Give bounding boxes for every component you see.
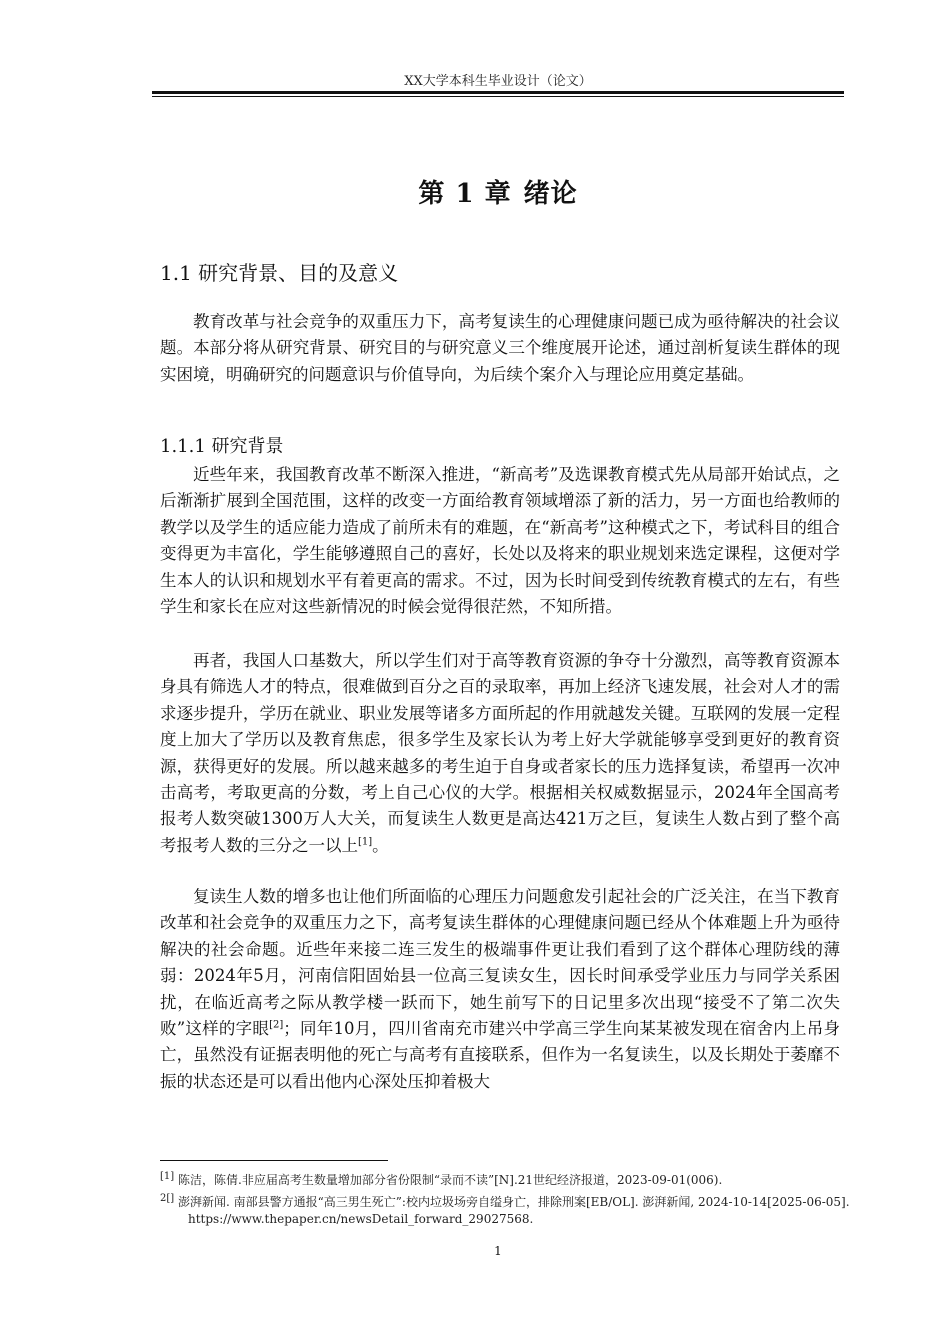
intro-paragraph: 教育改革与社会竞争的双重压力下，高考复读生的心理健康问题已成为亟待解决的社会议题。本部分将从研究背景、研究目的与研究意义三个维度展开论述，通过剖析复读生群体的现实困境，明确研究的问题意识与价值导向，为后续个案介入与理论应用奠定基础。 [160,312,840,384]
paragraph-text: 复读生人数的增多也让他们所面临的心理压力问题愈发引起社会的广泛关注，在当下教育改革和社会竞争的双重压力之下，高考复读生群体的心理健康问题已经从个体难题上升为亟待解决的社会命题。近些年来接二连三发生的极端事件更让我们看到了这个群体心理防线的薄弱：2024年5月，河南信阳固始县一位高三复读女生，因长时间承受学业压力与同学关系困扰，在临近高考之际从教学楼一跃而下，她生前写下的日记里多次出现“接受不了第二次失败”这样的字眼 [160,887,840,1039]
page-number: 1 [494,1244,502,1258]
section-heading: 1.1 研究背景、目的及意义 [160,261,399,285]
footnote-separator [160,1160,388,1161]
citation-ref-1[interactable]: [1] [358,836,373,848]
body-paragraph-2 [160,648,840,859]
paragraph-text-cont: ；同年10月，四川省南充市建兴中学高三学生向某某被发现在宿舍内上吊身亡，虽然没有证据表明他的死亡与高考有直接联系，但作为一名复读生，以及长期处于萎靡不振的状态还是可以看出他内心深处压抑着极大 [160,1019,840,1091]
chapter-heading [152,173,844,210]
footnote-2 [160,1194,868,1228]
paragraph-text: 再者，我国人口基数大，所以学生们对于高等教育资源的争夺十分激烈，高等教育资源本身具有筛选人才的特点，很难做到百分之百的录取率，再加上经济飞速发展，社会对人才的需求逐步提升，学历在就业、职业发展等诸多方面所起的作用就越发关键。互联网的发展一定程度上加大了学历以及教育焦虑，很多学生及家长认为考上好大学就能够享受到更好的教育资源，获得更好的发展。所以越来越多的考生迫于自身或者家长的压力选择复读，希望再一次冲击高考，考取更高的分数，考上自己心仪的大学。根据相关权威数据显示，2024年全国高考报考人数突破1300万人大关，而复读生人数更是高达421万之巨，复读生人数占到了整个高考报考人数的三分之一以上 [160,651,840,855]
paragraph-end: 。 [372,835,389,855]
footnote-text-1: 陈洁，陈倩.非应届高考生数量增加部分省份限制“录而不读”[N].21世纪经济报道，2023-09-01(006). [178,1173,723,1187]
body-paragraph-3 [160,884,840,1095]
subsection-heading: 1.1.1 研究背景 [160,436,284,457]
chapter-number: 第 1 章 [418,179,512,209]
chapter-title: 绪论 [523,179,578,209]
header-rule-thick [152,91,844,94]
footnote-1 [160,1172,840,1189]
running-header: XX大学本科生毕业设计（论文） [404,74,592,89]
citation-ref-2[interactable]: [2] [269,1019,284,1031]
body-paragraph-1: 近些年来，我国教育改革不断深入推进，“新高考”及选课教育模式先从局部开始试点，之后渐渐扩展到全国范围，这样的改变一方面给教育领域增添了新的活力，另一方面也给教师的教学以及学生的适应能力造成了前所未有的难题，在“新高考”这种模式之下，考试科目的组合变得更为丰富化，学生能够遵照自己的喜好，长处以及将来的职业规划来选定课程，这便对学生本人的认识和规划水平有着更高的需求。不过，因为长时间受到传统教育模式的左右，有些学生和家长在应对这些新情况的时候会觉得很茫然，不知所措。 [160,465,840,617]
footnote-text-2: 澎湃新闻. 南部县警方通报“高三男生死亡”:校内垃圾场旁自缢身亡，排除刑案[EB/OL]. 澎湃新闻, 2024-10-14[2025-06-05]. https://www.thepaper.cn/newsDetail_forward_29027568. [178,1195,850,1226]
footnote-mark-2: 2[] [160,1193,175,1204]
footnote-mark-1: [1] [160,1171,175,1182]
header-rule-thin [152,96,844,97]
